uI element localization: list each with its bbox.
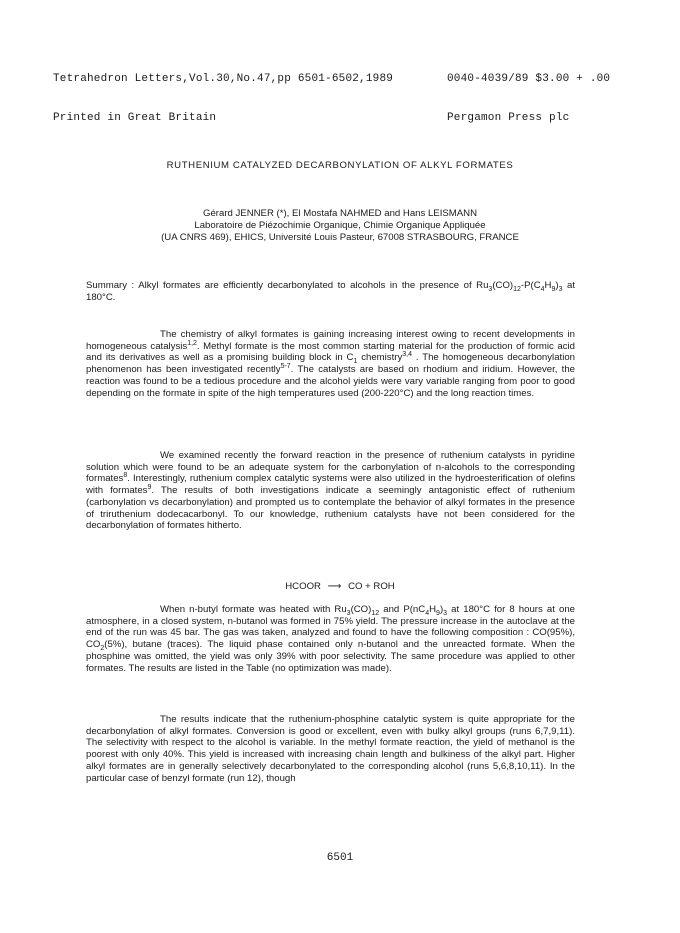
paragraph-text: . Interestingly, ruthenium complex catalytic systems were also utilized in the hydroesterification of olefins with formates [86, 473, 575, 497]
summary-text: -P(C [520, 280, 541, 291]
summary-text: at 180°C. [86, 280, 575, 303]
subscript: 3 [488, 285, 493, 293]
author-block [0, 208, 680, 244]
printed-in-line: Printed in Great Britain [53, 112, 217, 124]
paragraph-text: H [429, 604, 437, 615]
affiliation-line-1: Laboratoire de Piézochimie Organique, Chimie Organique Appliquée [194, 220, 486, 231]
subscript: 3 [558, 285, 563, 293]
body-paragraph-4 [86, 714, 575, 784]
author-names: Gérard JENNER (*), El Mostafa NAHMED and Hans LEISMANN [202, 208, 478, 219]
equation-products: CO + ROH [348, 581, 395, 592]
reference-superscript: 5-7 [280, 362, 291, 370]
subscript: 2 [100, 645, 105, 653]
subscript: 3 [443, 609, 448, 617]
subscript: 12 [513, 285, 521, 293]
issn-price-line: 0040-4039/89 $3.00 + .00 [447, 73, 611, 85]
page-number: 6501 [326, 852, 354, 864]
citation-line: Tetrahedron Letters,Vol.30,No.47,pp 6501-6502,1989 [53, 73, 394, 85]
subscript: 9 [551, 285, 556, 293]
body-paragraph-1 [86, 329, 575, 399]
paragraph-text: at 180°C for 8 hours at one atmosphere, in a closed system, n-butanol was formed in 75% yield. The pressure increase in the autoclave at the end of the run was 45 bar. The gas was taken, analyzed and found to have the following composition : CO(95%), CO [86, 604, 575, 651]
paragraph-text: . Methyl formate is the most common starting material for the production of formic acid and its derivatives as well as a promising building block in C [86, 340, 575, 364]
reference-superscript: 9 [147, 483, 152, 491]
paragraph-text: We examined recently the forward reaction in the presence of ruthenium catalysts in pyridine solution which were found to be an adequate system for the carbonylation of n-alcohols to the corresponding formates [86, 450, 575, 485]
reaction-equation [0, 581, 680, 592]
subscript: 1 [353, 358, 358, 366]
summary-text: Summary : Alkyl formates are efficiently decarbonylated to alcohols in the presence of Ru [86, 280, 489, 291]
body-paragraph-2 [86, 450, 575, 532]
affiliation-line-2: (UA CNRS 469), EHICS, Université Louis Pasteur, 67008 STRASBOURG, FRANCE [161, 232, 519, 243]
body-paragraph-3 [86, 604, 575, 674]
paragraph-text: The chemistry of alkyl formates is gaining increasing interest owing to recent developments in homogeneous catalysis [86, 329, 575, 352]
paragraph-text: (CO) [350, 604, 372, 615]
paragraph-text: When n-butyl formate was heated with Ru [160, 604, 347, 615]
reference-superscript: 8 [123, 472, 128, 480]
subscript: 9 [436, 609, 440, 617]
publisher-line: Pergamon Press plc [447, 112, 570, 124]
summary-text: ) [555, 280, 559, 291]
citation-header [53, 47, 393, 151]
article-title: RUTHENIUM CATALYZED DECARBONYLATION OF ALKYL FORMATES [166, 160, 514, 171]
subscript: 4 [540, 285, 545, 293]
subscript: 3 [346, 609, 351, 617]
paragraph-text: chemistry [357, 352, 403, 364]
paragraph-text: . The results of both investigations indicate a seemingly antagonistic effect of ruthenium (carbonylation vs decarbonylation) and prompted us to contemplate the behavior of alkyl formates in the presence of triruthenium dodecacarbonyl. To our knowledge, ruthenium catalysts have not been considered for the decarbonylation of formates hitherto. [86, 485, 575, 532]
paragraph-text: and P(nC [379, 604, 426, 615]
summary-text: H [544, 280, 552, 291]
paragraph-text: (5%), butane (traces). The liquid phase contained only n-butanol and the unreacted formate. When the phosphine was omitted, the yield was only 39% with poor selectivity. The same procedure was applied to other formates. The results are listed in the Table (no optimization was made). [86, 639, 575, 674]
paragraph-text: . The catalysts are based on rhodium and iridium. However, the reaction was found to be a tedious procedure and the alcohol yields were vary variable ranging from poor to good depending on the formate in spite of the high temperatures used (200-220°C) and the long reaction times. [86, 364, 576, 399]
paragraph-text: The results indicate that the ruthenium-phosphine catalytic system is quite appropriate for the decarbonylation of alkyl formates. Conversion is good or excellent, even with bulky alkyl groups (runs 6,7,9,11). The selectivity with respect to the alcohol is variable. In the methyl formate reaction, the yield of methanol is the poorest with only 40%. This yield is increased with increasing chain length and bulkiness of the alkyl part. Higher alkyl formates are in generally selectively decarbonylated to the corresponding alcohol (runs 5,6,8,10,11). In the particular case of benzyl formate (run 12), though [86, 714, 575, 784]
summary-text: (CO) [492, 280, 514, 291]
paragraph-text: . The homogeneous decarbonylation phenomenon has been investigated recently [86, 352, 575, 376]
subscript: 4 [425, 609, 430, 617]
subscript: 12 [371, 609, 380, 617]
paragraph-text: ) [439, 604, 444, 615]
reference-superscript: 3,4 [402, 351, 412, 359]
reference-superscript: 1,2 [187, 339, 197, 347]
equation-reactant: HCOOR [285, 581, 321, 592]
publisher-header [447, 47, 610, 151]
summary-paragraph [86, 280, 575, 303]
reaction-arrow-icon: ⟶ [327, 581, 342, 592]
